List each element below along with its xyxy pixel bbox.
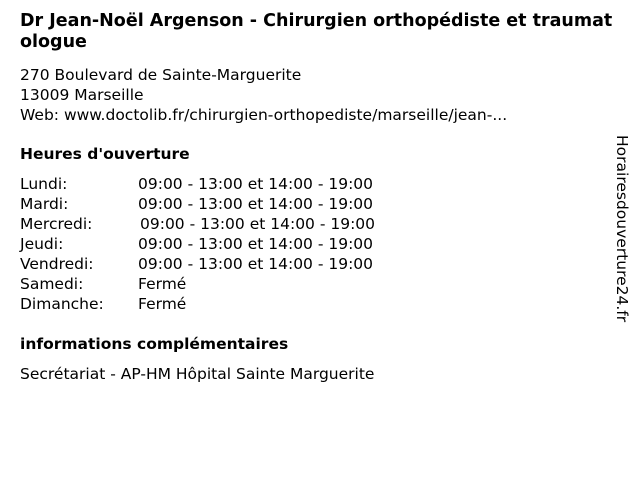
time-range: 09:00 - 13:00 et 14:00 - 19:00 [138, 235, 374, 253]
day-label: Samedi: [20, 275, 84, 293]
time-range: 09:00 - 13:00 et 14:00 - 19:00 [138, 255, 374, 273]
day-label: Dimanche: [20, 295, 104, 313]
day-label: Vendredi: [20, 255, 94, 273]
day-label: Jeudi: [20, 235, 64, 253]
day-label: Mercredi: [20, 215, 93, 233]
site-watermark: Horairesdouverture24.fr [613, 135, 631, 323]
page-title: Dr Jean-Noël Argenson - Chirurgien orthopédiste et traumatologue [20, 11, 613, 52]
time-range: Fermé [138, 295, 187, 313]
time-range: Fermé [138, 275, 187, 293]
address-block [20, 65, 507, 125]
city-postal-code: 13009 Marseille [20, 86, 144, 104]
day-label: Mardi: [20, 195, 69, 213]
day-label: Lundi: [20, 175, 68, 193]
time-range: 09:00 - 13:00 et 14:00 - 19:00 [140, 215, 376, 233]
time-range: 09:00 - 13:00 et 14:00 - 19:00 [138, 175, 374, 193]
street-address: 270 Boulevard de Sainte-Marguerite [20, 66, 302, 84]
time-range: 09:00 - 13:00 et 14:00 - 19:00 [138, 195, 374, 213]
additional-info-text: Secrétariat - AP-HM Hôpital Sainte Marguerite [20, 365, 375, 383]
website-link[interactable]: Web: www.doctolib.fr/chirurgien-orthopediste/marseille/jean-... [20, 106, 508, 124]
additional-info-heading: informations complémentaires [20, 335, 289, 353]
opening-hours-heading: Heures d'ouverture [20, 145, 190, 163]
